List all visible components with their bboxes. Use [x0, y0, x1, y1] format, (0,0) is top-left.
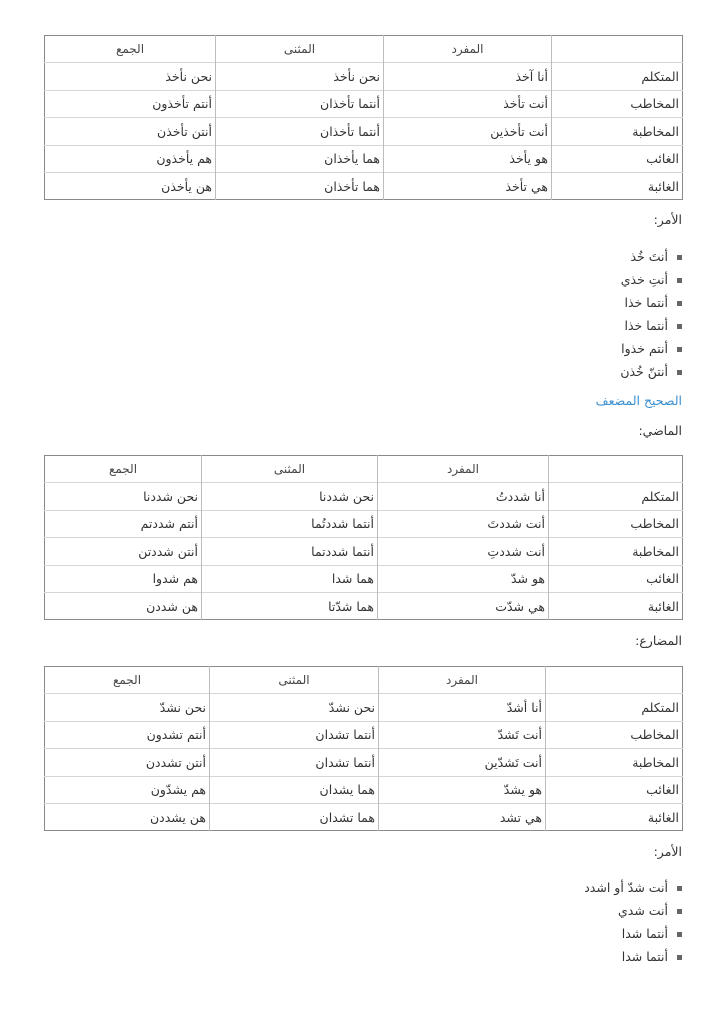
list-item [584, 945, 682, 968]
table-cell: أنتما تأخذان [216, 90, 384, 117]
row-label-cell: الغائبة [552, 172, 683, 199]
table-header-cell: المثنى [216, 36, 384, 63]
list-item-text: أنتَ خُذ [630, 249, 668, 264]
table-row [45, 803, 683, 830]
table-cell: هما يشدان [210, 776, 379, 803]
table-row [45, 694, 683, 721]
table-body [45, 456, 683, 620]
table-header-row [45, 456, 683, 483]
table-cell: أنا أشدّ [379, 694, 546, 721]
table-cell: هم يأخذون [45, 145, 216, 172]
present-label: المضارع: [635, 633, 682, 648]
list-item [620, 245, 682, 268]
square-bullet-icon [677, 909, 682, 914]
table-cell: أنا شددتُ [378, 483, 549, 510]
list-item-text: أنت شدي [617, 903, 668, 918]
table-cell: أنتم شددتم [45, 510, 202, 537]
table-cell: هي شدّت [378, 592, 549, 619]
table-cell: هن شددن [45, 592, 202, 619]
list-item [620, 268, 682, 291]
square-bullet-icon [677, 370, 682, 375]
table-row [45, 749, 683, 776]
conjugation-table-takhudh [44, 35, 683, 200]
list-item-text: أنتنّ خُذن [620, 364, 668, 379]
square-bullet-icon [677, 955, 682, 960]
table-cell: هم شدوا [45, 565, 202, 592]
list-item [620, 291, 682, 314]
table-header-cell: الجمع [115, 42, 145, 57]
list-item-text: أنتما شدا [621, 926, 668, 941]
table-body [45, 36, 683, 200]
row-label-cell: المتكلم [549, 483, 683, 510]
square-bullet-icon [677, 278, 682, 283]
conjugation-table-present [44, 666, 683, 831]
table-row [45, 145, 683, 172]
conjugation-table-past [44, 455, 683, 620]
list-item-text: أنتم خذوا [621, 341, 668, 356]
list-item [584, 899, 682, 922]
table-header-row [45, 36, 683, 63]
list-item-text: أنتما شدا [621, 949, 668, 964]
row-label-cell: الغائب [552, 145, 683, 172]
table-cell: أنتما شددتما [202, 538, 378, 565]
row-label-cell: المخاطب [546, 721, 683, 748]
table-cell: هن يشددن [45, 803, 210, 830]
table-cell: هو يشدّ [379, 776, 546, 803]
table-cell: أنتما تشدان [210, 721, 379, 748]
table-body [45, 667, 683, 831]
table-cell: أنتما تشدان [210, 749, 379, 776]
imperative-list [584, 876, 682, 968]
table-cell: هو شدّ [378, 565, 549, 592]
imperative-list [620, 245, 682, 383]
table-cell: نحن نشدّ [210, 694, 379, 721]
table-header-cell [552, 36, 683, 63]
table-header-cell [549, 456, 683, 483]
table-cell: أنتم تشدون [45, 721, 210, 748]
table-cell: أنتما شددتُما [202, 510, 378, 537]
table-header-row [45, 667, 683, 694]
table-cell: أنتن شددتن [45, 538, 202, 565]
table-row [45, 90, 683, 117]
table-cell: هي تشد [379, 803, 546, 830]
table-row [45, 118, 683, 145]
table-cell: هما يأخذان [216, 145, 384, 172]
table-header-cell: المفرد [378, 456, 549, 483]
table-header-cell: المفرد [384, 36, 552, 63]
list-item-text: أنتما خذا [624, 295, 668, 310]
table-cell: نحن نشدّ [45, 694, 210, 721]
table-row [45, 172, 683, 199]
square-bullet-icon [677, 324, 682, 329]
table-row [45, 63, 683, 90]
row-label-cell: الغائبة [549, 592, 683, 619]
list-item [620, 360, 682, 383]
square-bullet-icon [677, 301, 682, 306]
table-cell: أنت تأخذ [384, 90, 552, 117]
row-label-cell: الغائبة [546, 803, 683, 830]
table-cell: أنت تأخذين [384, 118, 552, 145]
row-label-cell: المخاطبة [549, 538, 683, 565]
table-cell: أنتن تأخذن [45, 118, 216, 145]
table-cell: نحن شددنا [202, 483, 378, 510]
table-cell: هي تأخذ [384, 172, 552, 199]
row-label-cell: المتكلم [546, 694, 683, 721]
table-header-cell: المثنى [202, 456, 378, 483]
table-header-cell: الجمع [108, 462, 138, 477]
table-cell: أنت تَشدّ [379, 721, 546, 748]
table-header-cell [546, 667, 683, 694]
section-link-sahih-mudaaf[interactable]: الصحيح المضعف [595, 393, 682, 408]
table-row [45, 510, 683, 537]
table-row [45, 538, 683, 565]
list-item-text: أنتِ خذي [620, 272, 668, 287]
table-cell: هما تشدان [210, 803, 379, 830]
row-label-cell: المخاطبة [546, 749, 683, 776]
table-cell: هو يأخذ [384, 145, 552, 172]
row-label-cell: المخاطب [549, 510, 683, 537]
table-cell: هم يشدّون [45, 776, 210, 803]
table-cell: أنت تَشدّين [379, 749, 546, 776]
table-cell: نحن نأخذ [45, 63, 216, 90]
list-item [620, 314, 682, 337]
row-label-cell: المتكلم [552, 63, 683, 90]
square-bullet-icon [677, 255, 682, 260]
table-cell: هما شدا [202, 565, 378, 592]
list-item [584, 876, 682, 899]
table-cell: أنتم تأخذون [45, 90, 216, 117]
row-label-cell: المخاطب [552, 90, 683, 117]
table-row [45, 776, 683, 803]
list-item [620, 337, 682, 360]
imperative-label: الأمر: [653, 212, 682, 227]
table-cell: نحن نأخذ [216, 63, 384, 90]
past-label: الماضي: [638, 423, 682, 438]
square-bullet-icon [677, 932, 682, 937]
list-item [584, 922, 682, 945]
table-cell: أنت شددتِ [378, 538, 549, 565]
row-label-cell: الغائب [549, 565, 683, 592]
imperative-label: الأمر: [653, 844, 682, 859]
table-row [45, 592, 683, 619]
row-label-cell: المخاطبة [552, 118, 683, 145]
table-cell: نحن شددنا [45, 483, 202, 510]
row-label-cell: الغائب [546, 776, 683, 803]
table-header-cell: المفرد [379, 667, 546, 694]
list-item-text: أنتما خذا [624, 318, 668, 333]
table-cell: هما شدّتا [202, 592, 378, 619]
table-row [45, 565, 683, 592]
table-cell: أنتن تشددن [45, 749, 210, 776]
square-bullet-icon [677, 886, 682, 891]
square-bullet-icon [677, 347, 682, 352]
table-cell: أنت شددتَ [378, 510, 549, 537]
table-cell: أنا آخذ [384, 63, 552, 90]
table-row [45, 483, 683, 510]
table-cell: هن يأخذن [45, 172, 216, 199]
table-cell: هما تأخذان [216, 172, 384, 199]
list-item-text: أنت شدّ أو اشدد [584, 880, 668, 895]
table-cell: أنتما تأخذان [216, 118, 384, 145]
table-header-cell: المثنى [210, 667, 379, 694]
table-header-cell: الجمع [112, 673, 142, 688]
table-row [45, 721, 683, 748]
